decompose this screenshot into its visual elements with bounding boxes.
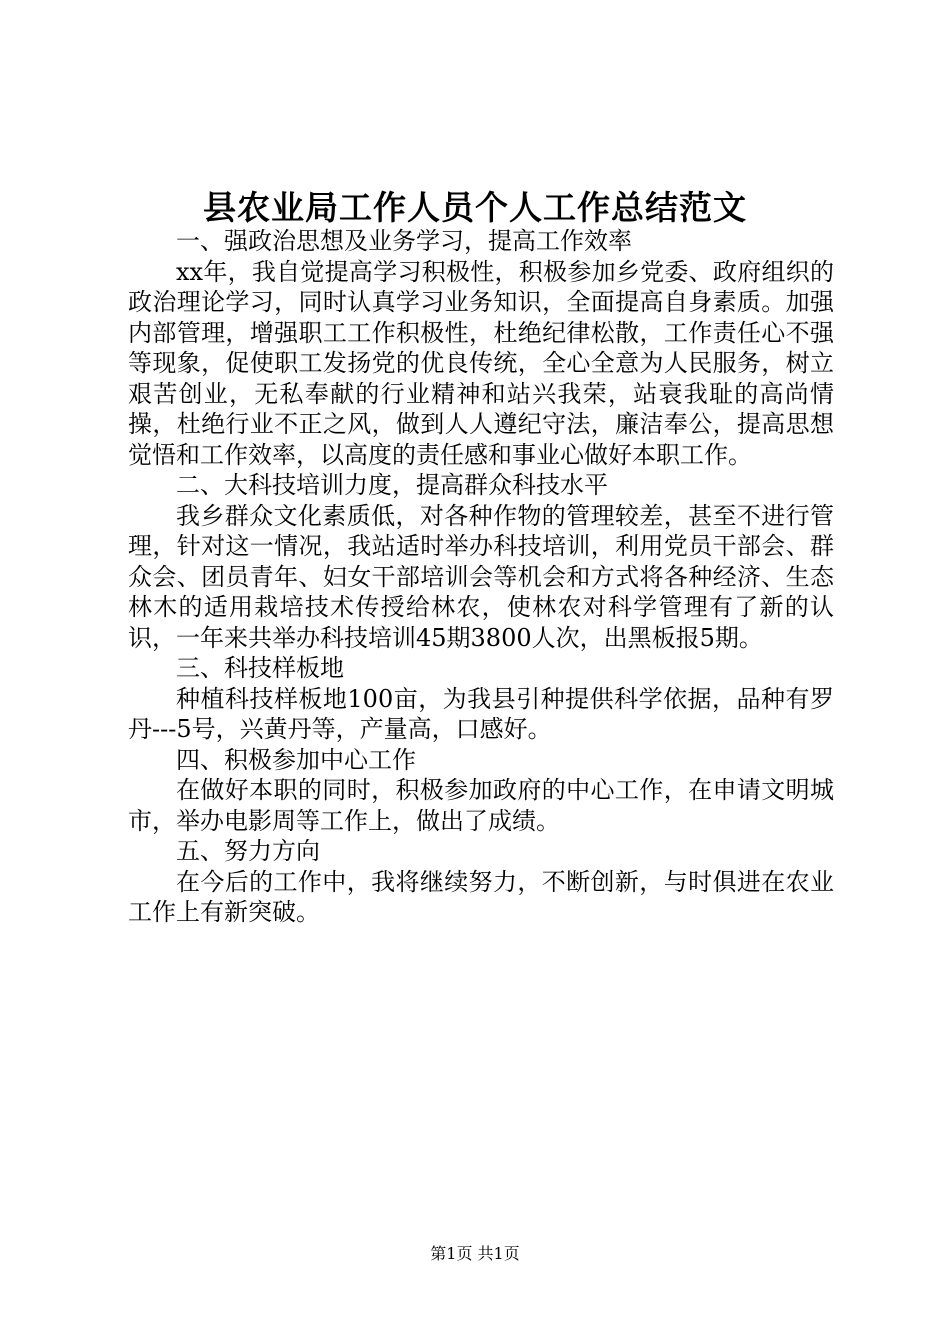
section-heading-1: 一、强政治思想及业务学习，提高工作效率	[176, 227, 632, 255]
document-body	[128, 226, 834, 928]
section-paragraph-4: 在做好本职的同时，积极参加政府的中心工作，在申请文明城市，举办电影周等工作上，做出了成绩。	[128, 776, 834, 835]
section-paragraph-3: 种植科技样板地100亩，为我县引种提供科学依据，品种有罗丹---5号，兴黄丹等，产量高，口感好。	[128, 684, 834, 743]
section-paragraph-5: 在今后的工作中，我将继续努力，不断创新，与时俱进在农业工作上有新突破。	[128, 867, 834, 926]
section-heading-2: 二、大科技培训力度，提高群众科技水平	[176, 471, 608, 499]
document-title: 县农业局工作人员个人工作总结范文	[203, 188, 747, 227]
page-footer: 第1页 共1页	[430, 1244, 520, 1263]
section-paragraph-1: xx年，我自觉提高学习积极性，积极参加乡党委、政府组织的政治理论学习，同时认真学习业务知识，全面提高自身素质。加强内部管理，增强职工工作积极性，杜绝纪律松散，工作责任心不强等现象，促使职工发扬党的优良传统，全心全意为人民服务，树立艰苦创业，无私奉献的行业精神和站兴我荣，站衰我耻的高尚情操，杜绝行业不正之风，做到人人遵纪守法，廉洁奉公，提高思想觉悟和工作效率，以高度的责任感和事业心做好本职工作。	[128, 257, 834, 469]
section-heading-3: 三、科技样板地	[176, 654, 344, 682]
section-paragraph-2: 我乡群众文化素质低，对各种作物的管理较差，甚至不进行管理，针对这一情况，我站适时举办科技培训，利用党员干部会、群众会、团员青年、妇女干部培训会等机会和方式将各种经济、生态林木的适用栽培技术传授给林农，使林农对科学管理有了新的认识，一年来共举办科技培训45期3800人次，出黑板报5期。	[128, 501, 834, 652]
section-heading-5: 五、努力方向	[176, 837, 320, 865]
section-heading-4: 四、积极参加中心工作	[176, 745, 416, 774]
